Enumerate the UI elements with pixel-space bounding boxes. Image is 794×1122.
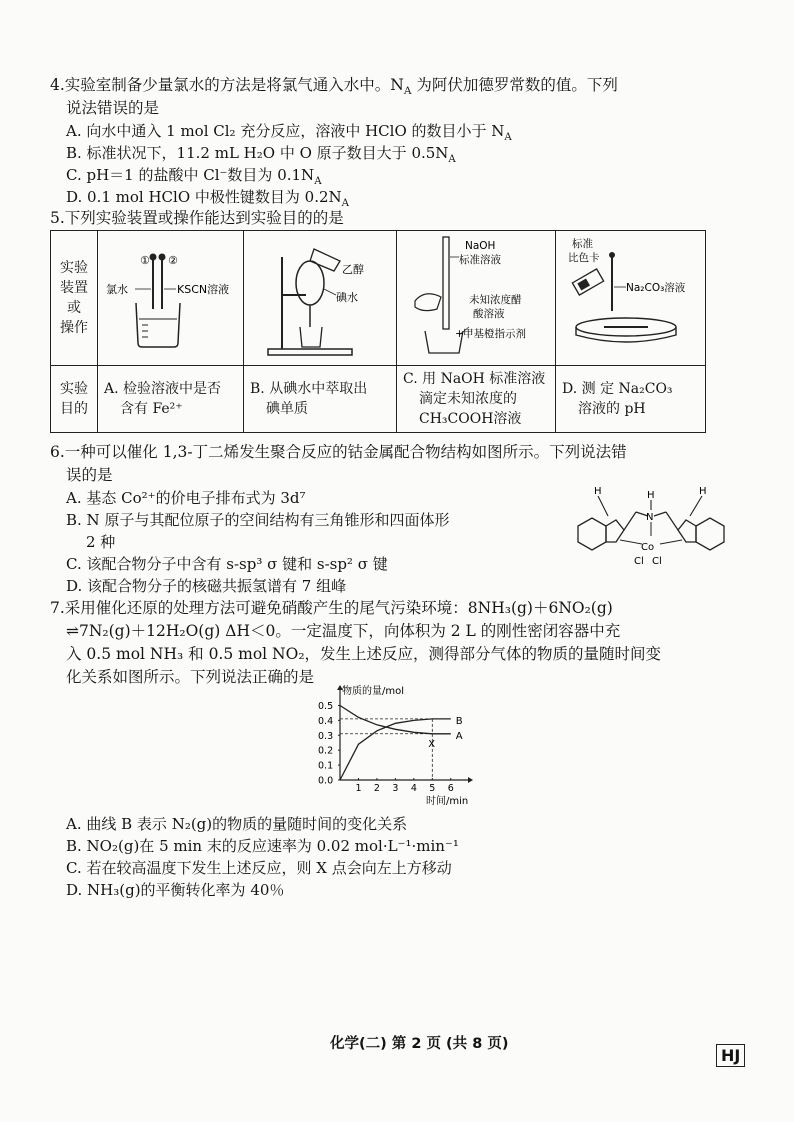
q5-apparatus-c bbox=[397, 231, 556, 366]
svg-text:标准溶液: 标准溶液 bbox=[459, 254, 501, 266]
separatory-funnel-illustration bbox=[244, 231, 396, 361]
beaker-droppers-illustration bbox=[98, 231, 243, 361]
q5-goal-a: A. 检验溶液中是否 含有 Fe²⁺ bbox=[98, 366, 244, 433]
svg-text:+: + bbox=[455, 328, 464, 340]
q5-stem: 5.下列实验装置或操作能达到实验目的的是 bbox=[50, 209, 344, 227]
q7-stem-cont2: 入 0.5 mol NH₃ 和 0.5 mol NO₂，发生上述反应，测得部分气体的物质的量随时间变 bbox=[66, 645, 662, 663]
q5-apparatus-d bbox=[556, 231, 706, 366]
svg-text:Cl: Cl bbox=[634, 556, 644, 567]
svg-text:乙醇: 乙醇 bbox=[342, 263, 364, 276]
x-tick-label: 6 bbox=[447, 783, 454, 794]
svg-text:标准: 标准 bbox=[572, 238, 593, 250]
x-tick-label: 5 bbox=[429, 783, 436, 794]
svg-text:比色卡: 比色卡 bbox=[568, 252, 600, 264]
q5-goal-b: B. 从碘水中萃取出 碘单质 bbox=[244, 366, 397, 433]
cobalt-complex-structure bbox=[568, 478, 733, 568]
q7-stem: 7.采用催化还原的处理方法可避免硝酸产生的尾气污染环境：8NH₃(g)＋6NO₂(g) bbox=[50, 599, 613, 617]
series-line-A bbox=[340, 706, 451, 734]
y-tick-label: 0.0 bbox=[318, 775, 334, 787]
q4-option-d: D. 0.1 mol HClO 中极性键数目为 $0.2N_A$ bbox=[66, 188, 349, 209]
q6-option-b: B. N 原子与其配位原子的空间结构有三角锥形和四面体形 bbox=[66, 511, 450, 529]
page-footer: 化学(二) 第 2 页 (共 8 页) bbox=[330, 1036, 509, 1052]
q5-goal-c: C. 用 NaOH 标准溶液 滴定未知浓度的 CH₃COOH溶液 bbox=[397, 366, 556, 433]
q4-stem-cont: 说法错误的是 bbox=[66, 99, 160, 117]
q6-option-b-cont: 2 种 bbox=[86, 533, 116, 551]
q7-stem-cont1: ⇌7N₂(g)＋12H₂O(g) ΔH＜0。一定温度下，向体积为 2 L 的刚性密闭容器中充 bbox=[66, 622, 621, 640]
svg-text:碘水: 碘水 bbox=[336, 291, 358, 304]
svg-text:NaOH: NaOH bbox=[465, 240, 496, 252]
q7-option-a: A. 曲线 B 表示 N₂(g)的物质的量随时间的变化关系 bbox=[66, 815, 408, 833]
x-axis-arrow bbox=[468, 777, 473, 783]
q6-option-a: A. 基态 Co²⁺的价电子排布式为 3d⁷ bbox=[66, 489, 306, 507]
q7-option-c: C. 若在较高温度下发生上述反应，则 X 点会向左上方移动 bbox=[66, 859, 452, 877]
y-tick-label: 0.3 bbox=[318, 730, 334, 742]
q7-option-b: B. NO₂(g)在 5 min 末的反应速率为 0.02 mol·L⁻¹·min⁻¹ bbox=[66, 837, 459, 855]
q4-option-c: C. pH＝1 的盐酸中 Cl⁻数目为 $0.1N_A$ bbox=[66, 166, 322, 187]
q5-row-header-goal: 实验 目的 bbox=[51, 366, 98, 433]
q5-goal-d: D. 测 定 Na₂CO₃ 溶液的 pH bbox=[556, 366, 706, 433]
ph-paper-illustration bbox=[556, 231, 705, 361]
svg-text:①: ① bbox=[140, 254, 150, 267]
x-axis-label: 时间/min bbox=[426, 796, 469, 807]
svg-text:②: ② bbox=[168, 254, 178, 267]
svg-text:Co: Co bbox=[641, 542, 655, 553]
series-label-B: B bbox=[455, 715, 463, 727]
svg-text:Na₂CO₃溶液: Na₂CO₃溶液 bbox=[626, 282, 686, 294]
q6-option-d: D. 该配合物分子的核磁共振氢谱有 7 组峰 bbox=[66, 577, 347, 595]
q7-stem-cont3: 化关系如图所示。下列说法正确的是 bbox=[66, 668, 315, 686]
q6-option-c: C. 该配合物分子中含有 s-sp³ σ 键和 s-sp² σ 键 bbox=[66, 555, 388, 573]
q5-experiment-table bbox=[50, 230, 706, 433]
q6-stem-cont: 误的是 bbox=[66, 466, 113, 484]
svg-text:H: H bbox=[699, 486, 707, 497]
q5-apparatus-a bbox=[98, 231, 244, 366]
q7-amount-time-chart bbox=[306, 684, 486, 810]
y-tick-label: 0.1 bbox=[318, 760, 334, 772]
q4-option-a: A. 向水中通入 1 mol Cl₂ 充分反应，溶液中 HClO 的数目小于 $N_A$ bbox=[66, 122, 512, 143]
x-tick-label: 2 bbox=[373, 783, 380, 794]
y-tick-label: 0.4 bbox=[318, 715, 334, 727]
q5-row-header-apparatus: 实验 装置 或 操作 bbox=[51, 231, 98, 366]
q5-apparatus-b bbox=[244, 231, 397, 366]
y-tick-label: 0.2 bbox=[318, 745, 334, 757]
q6-stem: 6.一种可以催化 1,3-丁二烯发生聚合反应的钴金属配合物结构如图所示。下列说法错 bbox=[50, 443, 627, 461]
svg-text:氯水: 氯水 bbox=[106, 283, 128, 296]
q4-stem: 4.实验室制备少量氯水的方法是将氯气通入水中。$N_A$ 为阿伏加德罗常数的值。下列 bbox=[50, 76, 618, 98]
svg-text:未知浓度醋: 未知浓度醋 bbox=[469, 294, 522, 306]
x-tick-label: 4 bbox=[410, 783, 417, 794]
y-axis-label: 物质的量/mol bbox=[342, 686, 405, 697]
x-tick-label: 3 bbox=[392, 783, 399, 794]
svg-text:酸溶液: 酸溶液 bbox=[473, 308, 505, 320]
svg-text:甲基橙指示剂: 甲基橙指示剂 bbox=[463, 328, 526, 340]
svg-text:Cl: Cl bbox=[652, 556, 662, 567]
series-label-A: A bbox=[455, 730, 463, 742]
svg-text:KSCN溶液: KSCN溶液 bbox=[177, 283, 230, 296]
svg-text:H: H bbox=[594, 486, 602, 497]
q4-option-b: B. 标准状况下，11.2 mL H₂O 中 O 原子数目大于 $0.5N_A$ bbox=[66, 144, 456, 165]
publisher-badge: HJ bbox=[716, 1044, 745, 1067]
q7-option-d: D. NH₃(g)的平衡转化率为 40％ bbox=[66, 881, 285, 899]
svg-text:N: N bbox=[646, 512, 654, 523]
x-tick-label: 1 bbox=[355, 783, 362, 794]
svg-text:H: H bbox=[647, 490, 655, 501]
point-label-x: X bbox=[428, 738, 436, 750]
titration-illustration bbox=[397, 231, 555, 361]
y-tick-label: 0.5 bbox=[318, 700, 334, 712]
